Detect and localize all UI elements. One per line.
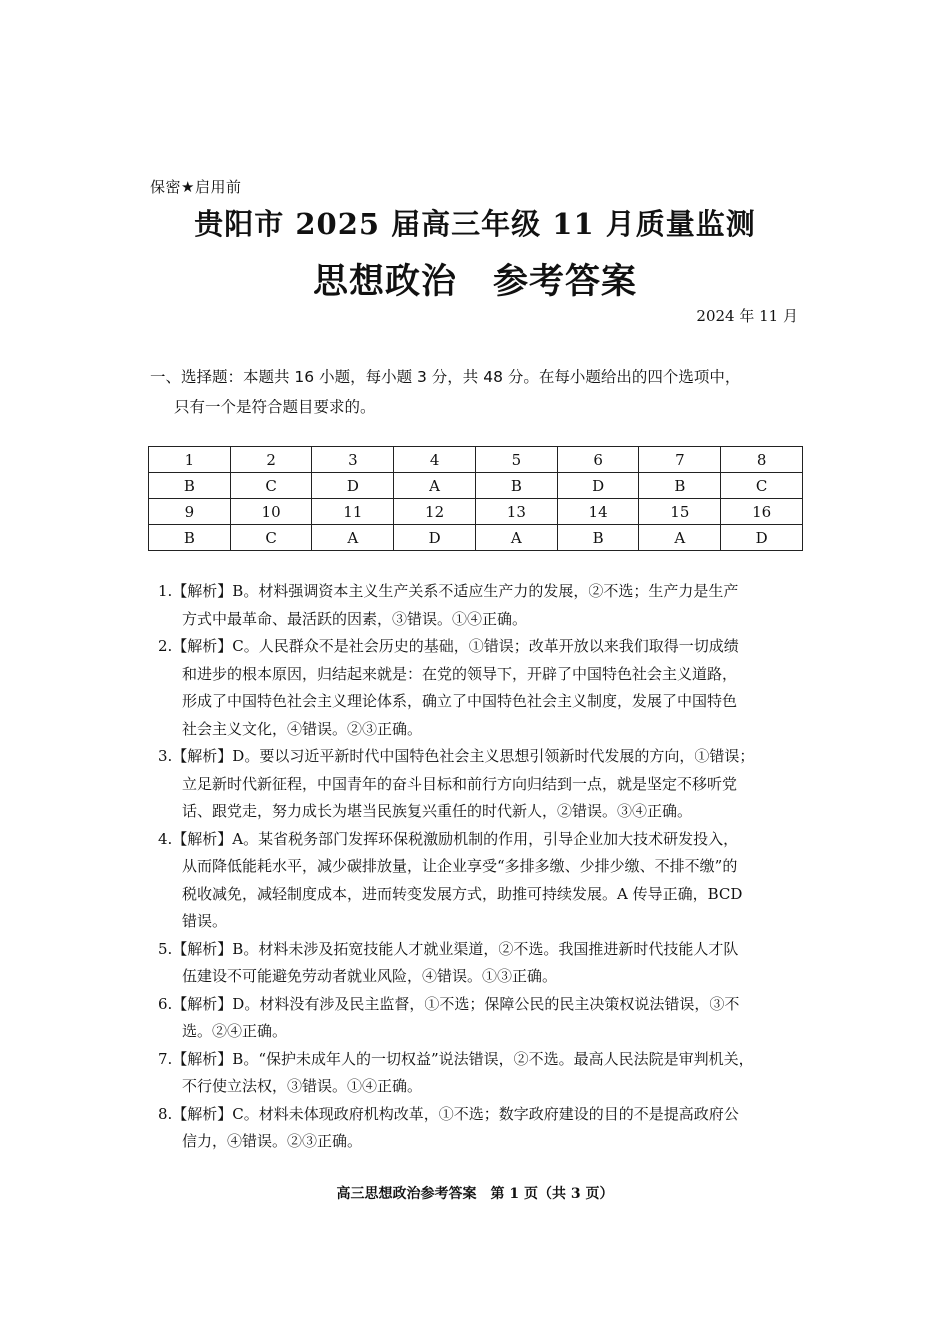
table-cell: 11 bbox=[312, 499, 394, 525]
explanation-item bbox=[150, 1046, 805, 1101]
explanation-line: 选。②④正确。 bbox=[182, 1022, 288, 1040]
table-cell: 1 bbox=[149, 447, 231, 473]
explanation-line: 4.【解析】A。某省税务部门发挥环保税激励机制的作用，引导企业加大技术研发投入， bbox=[158, 829, 739, 848]
table-cell: D bbox=[394, 525, 476, 551]
explanation-item bbox=[150, 1101, 805, 1156]
table-cell: B bbox=[639, 473, 721, 499]
explanation-line: 从而降低能耗水平，减少碳排放量，让企业享受“多排多缴、少排少缴、不排不缴”的 bbox=[182, 857, 738, 875]
table-cell: 7 bbox=[639, 447, 721, 473]
document-subtitle: 思想政治 参考答案 bbox=[312, 261, 637, 302]
explanation-list bbox=[150, 578, 805, 1156]
table-cell: D bbox=[721, 525, 803, 551]
page-footer: 高三思想政治参考答案 第 1 页（共 3 页） bbox=[336, 1186, 614, 1202]
table-cell: A bbox=[312, 525, 394, 551]
section-heading-line: 一、选择题：本题共 16 小题，每小题 3 分，共 48 分。在每小题给出的四个选项中， bbox=[150, 368, 741, 386]
table-cell: 9 bbox=[149, 499, 231, 525]
explanation-line: 话、跟党走，努力成长为堪当民族复兴重任的时代新人，②错误。③④正确。 bbox=[182, 802, 693, 820]
explanation-line: 信力，④错误。②③正确。 bbox=[182, 1132, 363, 1150]
explanation-line: 3.【解析】D。要以习近平新时代中国特色社会主义思想引领新时代发展的方向，①错误； bbox=[158, 747, 755, 765]
section-heading bbox=[150, 362, 810, 422]
table-cell: 13 bbox=[475, 499, 557, 525]
table-cell: 2 bbox=[230, 447, 312, 473]
table-cell: 10 bbox=[230, 499, 312, 525]
table-cell: C bbox=[721, 473, 803, 499]
table-cell: B bbox=[149, 525, 231, 551]
table-cell: B bbox=[557, 525, 639, 551]
confidential-label: 保密★启用前 bbox=[150, 178, 242, 196]
explanation-line: 方式中最革命、最活跃的因素，③错误。①④正确。 bbox=[182, 609, 528, 628]
table-cell: C bbox=[230, 525, 312, 551]
explanation-line: 形成了中国特色社会主义理论体系，确立了中国特色社会主义制度，发展了中国特色 bbox=[182, 692, 738, 710]
table-cell: 15 bbox=[639, 499, 721, 525]
section-heading-line: 只有一个是符合题目要求的。 bbox=[174, 398, 376, 416]
explanation-line: 不行使立法权，③错误。①④正确。 bbox=[182, 1077, 423, 1095]
table-cell: 3 bbox=[312, 447, 394, 473]
explanation-item bbox=[150, 936, 805, 991]
explanation-line: 8.【解析】C。材料未体现政府机构改革，①不选；数字政府建设的目的不是提高政府公 bbox=[158, 1104, 739, 1123]
explanation-line: 社会主义文化，④错误。②③正确。 bbox=[182, 719, 423, 738]
table-cell: 14 bbox=[557, 499, 639, 525]
explanation-line: 错误。 bbox=[182, 912, 228, 930]
table-cell: 12 bbox=[394, 499, 476, 525]
table-cell: 4 bbox=[394, 447, 476, 473]
table-row bbox=[149, 499, 803, 525]
explanation-item bbox=[150, 743, 805, 826]
explanation-line: 7.【解析】B。“保护未成年人的一切权益”说法错误，②不选。最高人民法院是审判机关， bbox=[158, 1049, 754, 1068]
table-cell: B bbox=[149, 473, 231, 499]
document-title: 贵阳市 2025 届高三年级 11 月质量监测 bbox=[194, 207, 756, 241]
explanation-line: 伍建设不可能避免劳动者就业风险，④错误。①③正确。 bbox=[182, 967, 558, 985]
explanation-item bbox=[150, 578, 805, 633]
explanation-line: 1.【解析】B。材料强调资本主义生产关系不适应生产力的发展，②不选；生产力是生产 bbox=[158, 582, 739, 600]
explanation-line: 5.【解析】B。材料未涉及拓宽技能人才就业渠道，②不选。我国推进新时代技能人才队 bbox=[158, 939, 739, 958]
table-cell: C bbox=[230, 473, 312, 499]
explanation-line: 2.【解析】C。人民群众不是社会历史的基础，①错误；改革开放以来我们取得一切成绩 bbox=[158, 637, 739, 655]
explanation-line: 和进步的根本原因，归结起来就是：在党的领导下，开辟了中国特色社会主义道路， bbox=[182, 664, 738, 683]
explanation-item bbox=[150, 633, 805, 743]
table-cell: 6 bbox=[557, 447, 639, 473]
table-row bbox=[149, 525, 803, 551]
explanation-line: 立足新时代新征程，中国青年的奋斗目标和前行方向归结到一点，就是坚定不移听党 bbox=[182, 774, 738, 793]
table-cell: D bbox=[312, 473, 394, 499]
table-cell: A bbox=[475, 525, 557, 551]
explanation-line: 税收减免，减轻制度成本，进而转变发展方式，助推可持续发展。A 传导正确，BCD bbox=[182, 884, 743, 903]
table-cell: A bbox=[394, 473, 476, 499]
explanation-line: 6.【解析】D。材料没有涉及民主监督，①不选；保障公民的民主决策权说法错误，③不 bbox=[158, 994, 740, 1013]
explanation-item bbox=[150, 826, 805, 936]
table-cell: B bbox=[475, 473, 557, 499]
table-cell: D bbox=[557, 473, 639, 499]
table-cell: 8 bbox=[721, 447, 803, 473]
table-row bbox=[149, 447, 803, 473]
table-row bbox=[149, 473, 803, 499]
answer-table bbox=[148, 446, 803, 551]
table-cell: A bbox=[639, 525, 721, 551]
table-cell: 5 bbox=[475, 447, 557, 473]
document-date: 2024 年 11 月 bbox=[696, 307, 798, 325]
table-cell: 16 bbox=[721, 499, 803, 525]
explanation-item bbox=[150, 991, 805, 1046]
